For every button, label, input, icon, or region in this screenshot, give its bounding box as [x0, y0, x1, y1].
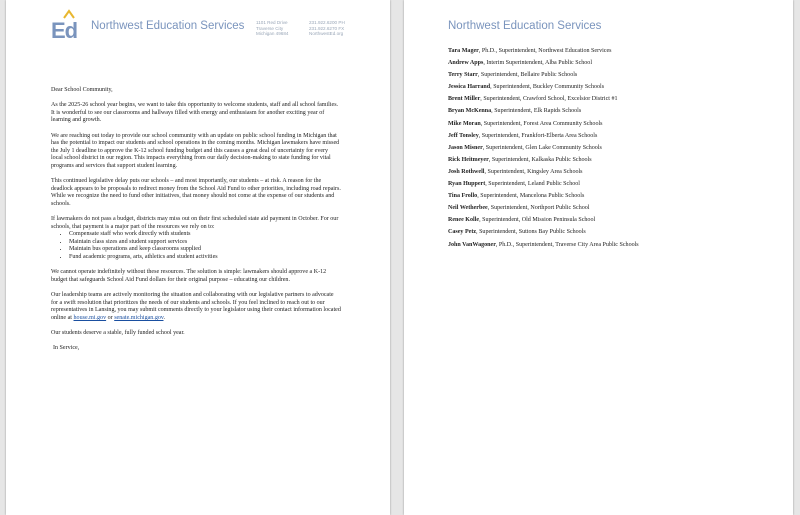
superintendent-row: [448, 178, 778, 190]
paragraph: If lawmakers do not pass a budget, districts may miss out on their first scheduled state aid payment in October. For our schools, that payment is a major part of the resources we rely on to:: [51, 216, 339, 230]
superintendent-row: [448, 214, 778, 226]
greeting: Dear School Community,: [51, 87, 113, 93]
superintendent-name: Ryan Huppert: [448, 181, 486, 188]
superintendent-title: , Superintendent, Kalkaska Public Schools: [488, 156, 592, 163]
bullet-item: • Fund academic programs, arts, athletics and student activities: [69, 254, 341, 262]
superintendent-title: , Superintendent, Mancelona Public Schools: [477, 193, 585, 200]
paragraph: We are reaching out today to provide our school community with an update on public school funding in Michigan that has the potential to impact our students and school operations in the coming months. Michigan lawmakers have missed the July 1 deadline to approve the K-12 school funding budget and this causes a great deal of uncertainty for every local school district in our region. This impacts everything from our daily decision-making to state funding for vital programs and services that support student learning.: [51, 132, 340, 169]
superintendent-row: [448, 239, 778, 251]
superintendent-name: Bryan McKenna: [448, 108, 492, 115]
superintendent-name: Renee Kolle: [448, 217, 480, 224]
address-line: Michigan 49684: [256, 31, 289, 37]
superintendent-name: Tara Mager: [448, 48, 479, 54]
superintendent-name: Andrew Apps: [448, 60, 484, 67]
superintendent-title: , Superintendent, Kingsley Area Schools: [484, 168, 583, 175]
superintendent-title: , Superintendent, Crawford School, Excelsior District #1: [480, 96, 618, 103]
house-link[interactable]: house.mi.gov: [73, 314, 107, 321]
superintendent-title: , Superintendent, Buckley Community Schools: [490, 84, 605, 91]
superintendent-row: [448, 226, 778, 238]
superintendent-title: , Superintendent, Old Mission Peninsula School: [479, 217, 596, 224]
superintendent-row: [448, 93, 778, 105]
letter-body: [51, 87, 341, 360]
org-address: [256, 20, 288, 37]
superintendent-name: Terry Starr: [448, 72, 478, 79]
superintendent-title: , Superintendent, Bellaire Public Schools: [477, 72, 578, 79]
superintendent-row: [448, 118, 778, 130]
superintendent-row: [448, 69, 778, 81]
bullet-list: [51, 231, 341, 261]
superintendent-title: , Interim Superintendent, Alba Public School: [483, 60, 593, 67]
bullet-item: • Maintain class sizes and student support services: [69, 239, 341, 247]
superintendent-row: [448, 130, 778, 142]
superintendent-name: Jason Misner: [448, 144, 483, 151]
superintendent-name: Tina Frollo: [448, 193, 478, 200]
superintendent-title: , Superintendent, Frankfort-Elberta Area Schools: [478, 132, 598, 139]
senate-link[interactable]: senate.michigan.gov: [114, 314, 164, 321]
superintendent-name: Rick Heitmeyer: [448, 156, 489, 163]
org-logo: [51, 9, 87, 43]
superintendent-row: [448, 57, 778, 69]
superintendent-name: Jessica Harrand: [448, 84, 491, 91]
paragraph: As the 2025-26 school year begins, we want to take this opportunity to welcome students, staff and all school families. It is wonderful to see our classrooms and hallways filled with energy and enthusiasm for another exciting year of learning and growth.: [51, 102, 339, 124]
superintendent-name: Brent Miller: [448, 96, 481, 103]
superintendent-title: , Ph.D., Superintendent, Traverse City Area Public Schools: [495, 241, 639, 248]
contact-line: NorthwestEd.org: [309, 31, 344, 37]
superintendent-name: Casey Petz: [448, 229, 477, 236]
address-line: 1101 Red Drive: [256, 20, 288, 25]
letter-page-1: [6, 0, 390, 515]
superintendent-name: Josh Rothwell: [448, 168, 485, 175]
superintendent-name: Mike Moran: [448, 120, 481, 127]
page2-header: Northwest Education Services: [448, 20, 602, 32]
paragraph: Our students deserve a stable, fully funded school year.: [51, 330, 185, 336]
superintendent-title: , Superintendent, Leland Public School: [485, 181, 580, 188]
closing: In Service,: [53, 345, 80, 352]
superintendent-list: [448, 45, 778, 251]
superintendent-row: [448, 154, 778, 166]
org-contact: [309, 20, 345, 37]
paragraph: [51, 292, 341, 322]
period: .: [163, 314, 166, 321]
bullet-item: • Compensate staff who work directly with students: [69, 231, 341, 239]
contact-line: 231.922.6270 FX: [309, 25, 345, 31]
superintendent-title: , Superintendent, Suttons Bay Public Schools: [476, 229, 586, 236]
superintendent-title: , Ph.D., Superintendent, Northwest Education Services: [478, 48, 612, 54]
superintendent-name: John VanWagoner: [448, 241, 496, 248]
superintendent-row: [448, 166, 778, 178]
org-name: Northwest Education Services: [91, 20, 245, 32]
superintendent-row: [448, 190, 778, 202]
letter-page-2: [404, 0, 793, 515]
superintendent-title: , Superintendent, Glen Lake Community Schools: [482, 144, 602, 151]
superintendent-row: [448, 105, 778, 117]
superintendent-name: Neil Wetherbee: [448, 205, 488, 212]
superintendent-row: [448, 202, 778, 214]
logo-text: Ed: [51, 18, 78, 43]
superintendent-row: [448, 45, 778, 57]
superintendent-row: [448, 142, 778, 154]
superintendent-title: , Superintendent, Forest Area Community Schools: [480, 120, 603, 127]
address-line: Traverse City: [256, 25, 284, 31]
contact-line: 231.922.6200 PH: [309, 20, 345, 25]
or-text: or: [107, 314, 113, 321]
superintendent-row: [448, 81, 778, 93]
superintendent-title: , Superintendent, Northport Public School: [487, 205, 590, 212]
paragraph-text: Our leadership teams are actively monitoring the situation and collaborating with our legislative partners to advocate for a swift resolution that prioritizes the needs of our students and schools. If you feel inclined to reach out to our representatives in Lansing, you may submit comments directly to your legislator using their contact information located online at: [51, 292, 341, 321]
superintendent-name: Jeff Tonsley: [448, 132, 479, 139]
superintendent-title: , Superintendent, Elk Rapids Schools: [491, 108, 582, 115]
paragraph: This continued legislative delay puts our schools – and most importantly, our students – at risk. A reason for the deadlock appears to be proposals to redirect money from the School Aid Fund to other priorities, including road repairs. While we recognize the need to fund other initiatives, that money should not come at the expense of our students and schools.: [51, 178, 341, 207]
bullet-item: • Maintain bus operations and keep classrooms supplied: [69, 246, 341, 254]
paragraph: We cannot operate indefinitely without these resources. The solution is simple: lawmakers should approve a K-12 budget that safeguards School Aid Fund dollars for their original purpose – educating our children.: [51, 269, 327, 283]
